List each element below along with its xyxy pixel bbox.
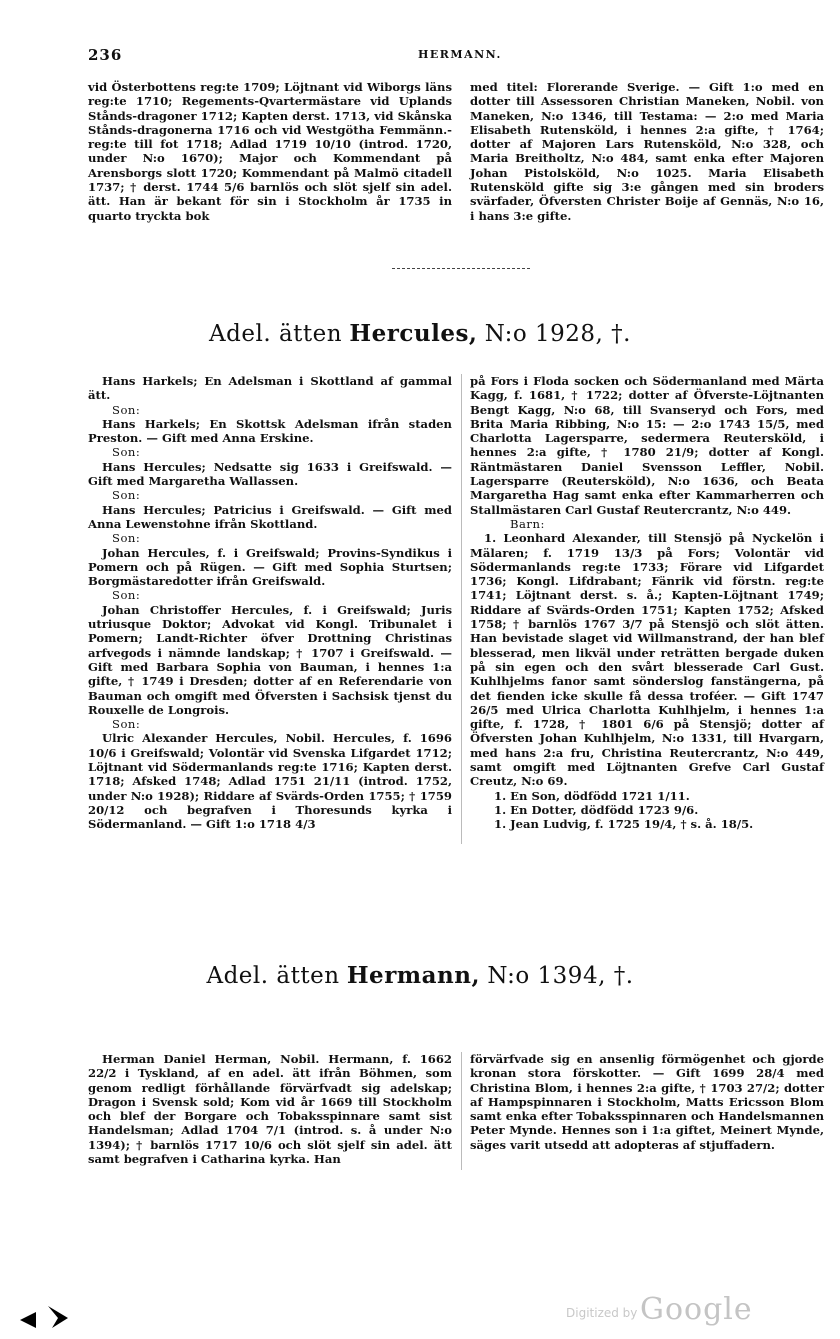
cursor-arrow-icon xyxy=(48,1306,68,1328)
hercules-right-column xyxy=(470,374,824,832)
left-arrow-icon xyxy=(20,1312,36,1328)
generation-label: Son: xyxy=(112,445,141,460)
page-header xyxy=(88,46,828,66)
section-heading-hermann xyxy=(0,962,840,989)
column-separator xyxy=(461,1052,462,1170)
entry-paragraph: Herman Daniel Herman, Nobil. Hermann, f. 1662 22/2 i Tyskland, af en adel. ätt ifrån Böhmen, som genom redligt förhållande förvärfvadt sig adelskap; Dragon i Svensk sold; Kom vid år 1669 till Stockholm och blef der Borgare och Tobaksspinnare samt sist Handelsman; Adlad 1704 7/1 (introd. s. å under N:o 1394); † barnlös 1717 10/6 och slöt sjelf sin adel. ätt samt begrafven i Catharina kyrka. Han xyxy=(88,1052,452,1167)
generation-label: Barn: xyxy=(510,516,545,531)
generation-label: Son: xyxy=(112,402,141,417)
entry-paragraph: 1. Jean Ludvig, f. 1725 19/4, † s. å. 18/5. xyxy=(494,817,754,832)
entry-paragraph: Johan Christoffer Hercules, f. i Greifswald; Juris utriusque Doktor; Advokat vid Kongl. Tribunalet i Pomern; Landt-Richter öfver Drottning Christinas arfvegods i nämnde landskap; † 1707 i Greifswald. — Gift med Barbara Sophia von Bauman, i hennes 1:a gifte, † 1749 i Dresden; dotter af en Referendarie von Bauman och omgift med Öfversten i Sachsisk tjenst du Rouxelle de Longrois. xyxy=(88,602,452,717)
paragraph: vid Österbottens reg:te 1709; Löjtnant vid Wiborgs läns reg:te 1710; Regements-Qvartermästare vid Uplands Stånds-dragoner 1712; Kapten derst. 1713, vid Skånska Stånds-dragonerna 1716 och vid Westgötha Femmänn.-reg:te till fot 1718; Adlad 1719 10/10 (introd. 1720, under N:o 1670); Major och Kommendant på Arensborgs slott 1720; Kommendant på Malmö citadell 1737; † derst. 1744 5/6 barnlös och slöt sjelf sin adel. ätt. Han är bekant för sin i Stockholm år 1735 in quarto tryckta bok xyxy=(88,80,452,223)
entry-paragraph: förvärfvade sig en ansenlig förmögenhet och gjorde kronan stora förskotter. — Gift 1699 28/4 med Christina Blom, i hennes 2:a gifte, † 1703 27/2; dotter af Hampspinnaren i Stockholm, Matts Ericsson Blom samt enka efter Tobaksspinnaren och Handelsmannen Peter Mynde. Hennes son i 1:a giftet, Meinert Mynde, säges varit utsedd att adopteras af stjuffadern. xyxy=(470,1052,824,1152)
google-logo: Google xyxy=(640,1292,753,1327)
entry-paragraph: Hans Hercules; Nedsatte sig 1633 i Greifswald. — Gift med Margaretha Wallassen. xyxy=(88,459,452,489)
heading-lead: Adel. ätten xyxy=(206,963,340,989)
hermann-left-column xyxy=(88,1052,452,1166)
page-number: 236 xyxy=(88,46,123,64)
section-divider xyxy=(392,268,530,269)
family-number: N:o 1394, †. xyxy=(487,963,634,989)
heading-lead: Adel. ätten xyxy=(209,321,343,347)
hercules-left-column xyxy=(88,374,452,832)
generation-label: Son: xyxy=(112,588,141,603)
watermark-prefix: Digitized by xyxy=(566,1306,638,1320)
top-left-column xyxy=(88,80,452,223)
paragraph: med titel: Florerande Sverige. — Gift 1:o med en dotter till Assessoren Christian Maneken, Nobil. von Maneken, N:o 1346, till Testama: — 2:o med Maria Elisabeth Rutensköld, i hennes 2:a gifte, † 1764; dotter af Majoren Lars Rutensköld, N:o 328, och Maria Breitholtz, N:o 484, samt enka efter Majoren Johan Pistolsköld, N:o 1025. Maria Elisabeth Rutensköld gifte sig 3:e gången med sin broders svärfader, Öfversten Christer Boije af Gennäs, N:o 16, i hans 3:e gifte. xyxy=(470,80,824,223)
entry-paragraph: 1. Leonhard Alexander, till Stensjö på Nyckelön i Mälaren; f. 1719 13/3 på Fors; Volontär vid Södermanlands reg:te 1733; Förare vid Lifgardet 1736; Kongl. Lifdrabant; Fänrik vid förstn. reg:te 1741; Löjtnant derst. s. å.; Kapten-Löjtnant 1749; Riddare af Svärds-Orden 1751; Kapten 1752; Afsked 1758; † barnlös 1767 3/7 på Stensjö och slöt ätten. Han bevistade slaget vid Willmanstrand, der han blef blesserad, men likväl under reträtten bergade duken på sin egen och den svårt blesserade Carl Gust. Kuhlhjelms fanor samt sönderslog fanstängerna, på det fienden icke skulle få dessa troféer. — Gift 1747 26/5 med Ulrica Charlotta Kuhlhjelm, i hennes 1:a gifte, f. 1728, † 1801 6/6 på Stensjö; dotter af Öfversten Johan Kuhlhjelm, N:o 1331, till Hvargarn, med hans 2:a fru, Christina Reutercrantz, N:o 449, samt omgift med Löjtnanten Grefve Carl Gustaf Creutz, N:o 69. xyxy=(470,531,824,789)
generation-label: Son: xyxy=(112,531,141,546)
column-separator xyxy=(461,374,462,844)
scan-arrow-marks-icon xyxy=(18,1300,88,1330)
entry-paragraph: Hans Harkels; En Adelsman i Skottland af gammal ätt. xyxy=(88,374,452,403)
hermann-right-column xyxy=(470,1052,824,1152)
family-number: N:o 1928, †. xyxy=(484,321,631,347)
entry-paragraph: 1. En Son, dödfödd 1721 1/11. xyxy=(494,788,690,803)
entry-paragraph: 1. En Dotter, dödfödd 1723 9/6. xyxy=(494,802,699,817)
generation-label: Son: xyxy=(112,488,141,503)
family-name: Hercules, xyxy=(349,320,478,347)
entry-paragraph: Hans Hercules; Patricius i Greifswald. — Gift med Anna Lewenstohne ifrån Skottland. xyxy=(88,502,452,531)
section-heading-hercules xyxy=(0,320,840,347)
family-name: Hermann, xyxy=(346,962,481,989)
top-right-column xyxy=(470,80,824,223)
digitized-watermark xyxy=(566,1290,816,1330)
running-title: HERMANN. xyxy=(418,48,502,61)
entry-paragraph: Johan Hercules, f. i Greifswald; Provins-Syndikus i Pomern och på Rügen. — Gift med Sophia Sturtsen; Borgmästaredotter ifrån Greifswald. xyxy=(88,545,452,589)
generation-label: Son: xyxy=(112,717,141,732)
entry-paragraph: på Fors i Floda socken och Södermanland med Märta Kagg, f. 1681, † 1722; dotter af Öfverste-Löjtnanten Bengt Kagg, N:o 68, till Svanseryd och Fors, med Brita Maria Ribbing, N:o 15: — 2:o 1743 15/5, med Charlotta Lagersparre, sedermera Reutersköld, i hennes 2:a gifte, † 1780 21/9; dotter af Kongl. Räntmästaren Daniel Svensson Leffler, Nobil. Lagersparre (Reutersköld), N:o 1636, och Beata Margaretha Hag samt enka efter Kammarherren och Stallmästaren Carl Gustaf Reutercrantz, N:o 449. xyxy=(470,374,824,517)
entry-paragraph: Hans Harkels; En Skottsk Adelsman ifrån staden Preston. — Gift med Anna Erskine. xyxy=(88,416,452,446)
entry-paragraph: Ulric Alexander Hercules, Nobil. Hercules, f. 1696 10/6 i Greifswald; Volontär vid Svenska Lifgardet 1712; Löjtnant vid Södermanlands reg:te 1716; Kapten derst. 1718; Afsked 1748; Adlad 1751 21/11 (introd. 1752, under N:o 1928); Riddare af Svärds-Orden 1755; † 1759 20/12 och begrafven i Thoresunds kyrka i Södermanland. — Gift 1:o 1718 4/3 xyxy=(88,731,452,832)
